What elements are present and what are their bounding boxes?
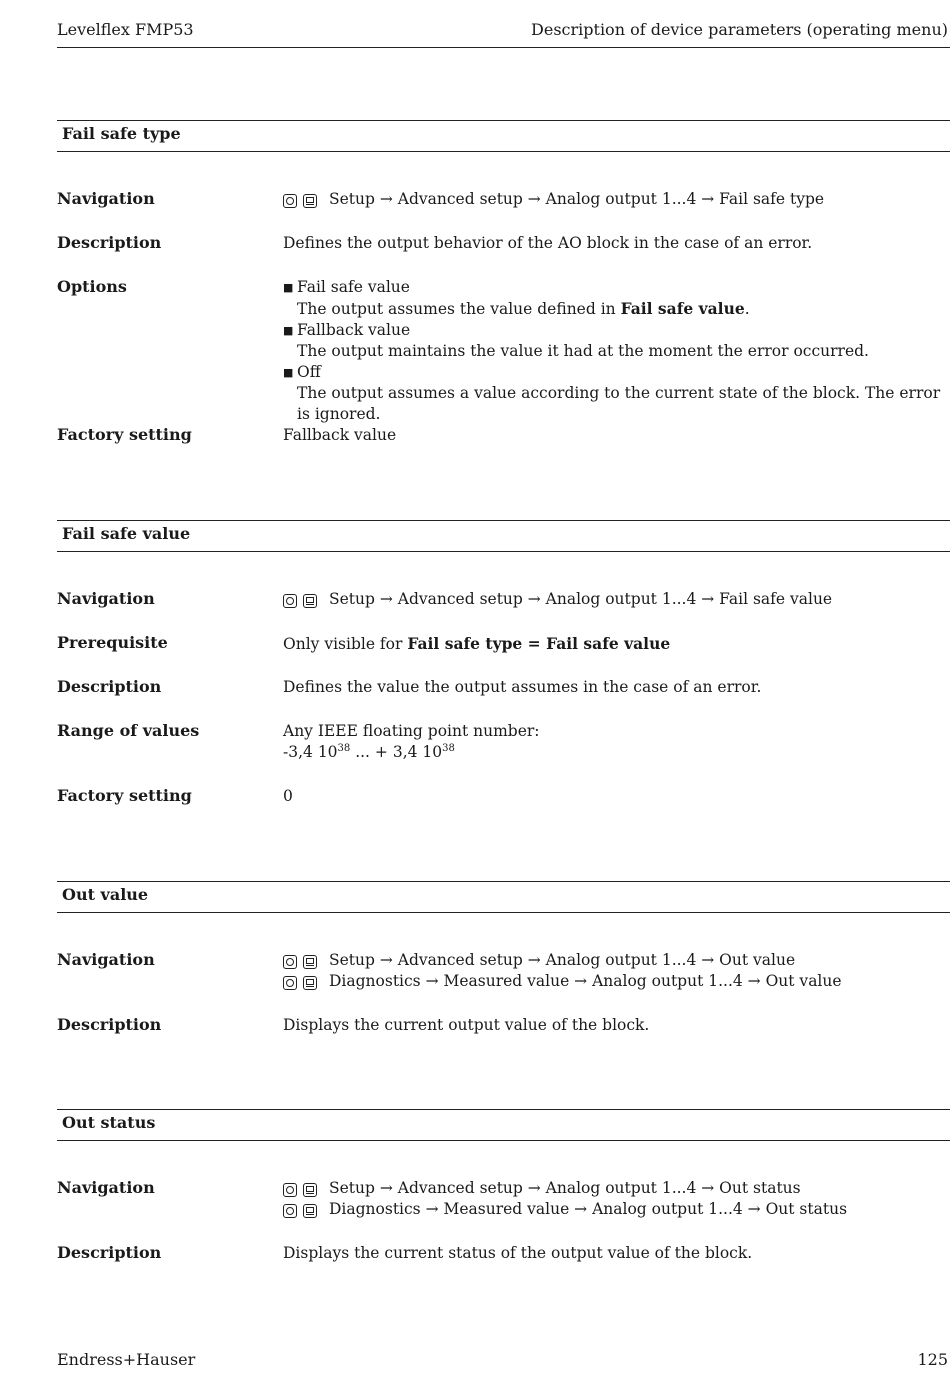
operating-tool-icon [303,976,317,990]
description-label: Description [57,233,162,252]
option-name: Fallback value [297,321,411,339]
range-line-2: -3,4 $10^{38}$ ... + 3,4 $10^{38}$ [283,742,455,761]
range-line-1: Any IEEE floating point number: [283,722,540,740]
navigation-label: Navigation [57,1178,155,1197]
bullet-icon: ■ [283,366,294,379]
onsite-display-icon [283,976,297,990]
navigation-label: Navigation [57,950,155,969]
factory-setting-value: Fallback value [283,426,397,444]
section-bottom-rule [57,1140,950,1141]
navigation-path [283,589,832,610]
navigation-label: Navigation [57,589,155,608]
section-top-rule [57,520,950,521]
description-text: Defines the output behavior of the AO block in the case of an error. [283,234,813,252]
operating-tool-icon [303,1183,317,1197]
section-bottom-rule [57,551,950,552]
option-item [283,362,950,383]
operating-tool-icon [303,594,317,608]
option-name: Fail safe value [297,278,410,296]
section-title-fail-safe-value: Fail safe value [62,524,191,543]
operating-tool-icon [303,1204,317,1218]
onsite-display-icon [283,594,297,608]
description-text: Displays the current output value of the block. [283,1016,650,1034]
factory-setting-value: 0 [283,787,293,805]
section-title-out-status: Out status [62,1113,156,1132]
bullet-icon: ■ [283,281,294,294]
navigation-path-text: Diagnostics → Measured value → Analog output 1...4 → Out status [329,1200,848,1218]
section-top-rule [57,881,950,882]
navigation-path [283,189,824,210]
section-bottom-rule [57,912,950,913]
page-number: 125 [917,1350,948,1369]
option-description: The output assumes the value defined in Fail safe value. [297,299,750,318]
navigation-path-text: Setup → Advanced setup → Analog output 1...4 → Fail safe value [329,590,833,608]
section-top-rule [57,1109,950,1110]
onsite-display-icon [283,194,297,208]
navigation-path [283,950,842,992]
option-name: Off [297,363,321,381]
header-rule [57,47,950,48]
option-item [283,320,950,341]
description-label: Description [57,677,162,696]
onsite-display-icon [283,1204,297,1218]
options-label: Options [57,277,127,296]
running-header-right: Description of device parameters (operating menu) [531,20,948,39]
onsite-display-icon [283,1183,297,1197]
prerequisite-label: Prerequisite [57,633,168,652]
navigation-path [283,1178,847,1220]
description-text: Defines the value the output assumes in the case of an error. [283,678,762,696]
section-top-rule [57,120,950,121]
section-title-out-value: Out value [62,885,149,904]
footer-brand: Endress+Hauser [57,1350,196,1369]
navigation-path-text: Setup → Advanced setup → Analog output 1...4 → Out value [329,951,796,969]
navigation-path-text: Setup → Advanced setup → Analog output 1...4 → Fail safe type [329,190,825,208]
section-title-fail-safe-type: Fail safe type [62,124,181,143]
section-bottom-rule [57,151,950,152]
navigation-path-text: Diagnostics → Measured value → Analog output 1...4 → Out value [329,972,842,990]
navigation-label: Navigation [57,189,155,208]
operating-tool-icon [303,955,317,969]
options-list [283,277,950,425]
range-of-values-label: Range of values [57,721,200,740]
description-label: Description [57,1015,162,1034]
onsite-display-icon [283,955,297,969]
description-text: Displays the current status of the output value of the block. [283,1244,753,1262]
prerequisite-text: Only visible for Fail safe type = Fail safe value [283,634,671,653]
option-description: The output assumes a value according to the current state of the block. The error is ignored. [297,384,941,423]
navigation-path-text: Setup → Advanced setup → Analog output 1...4 → Out status [329,1179,801,1197]
bullet-icon: ■ [283,324,294,337]
running-header-left: Levelflex FMP53 [57,20,194,39]
operating-tool-icon [303,194,317,208]
factory-setting-label: Factory setting [57,786,192,805]
factory-setting-label: Factory setting [57,425,192,444]
range-of-values [283,721,540,763]
option-item [283,277,950,298]
description-label: Description [57,1243,162,1262]
option-description: The output maintains the value it had at the moment the error occurred. [297,342,869,360]
